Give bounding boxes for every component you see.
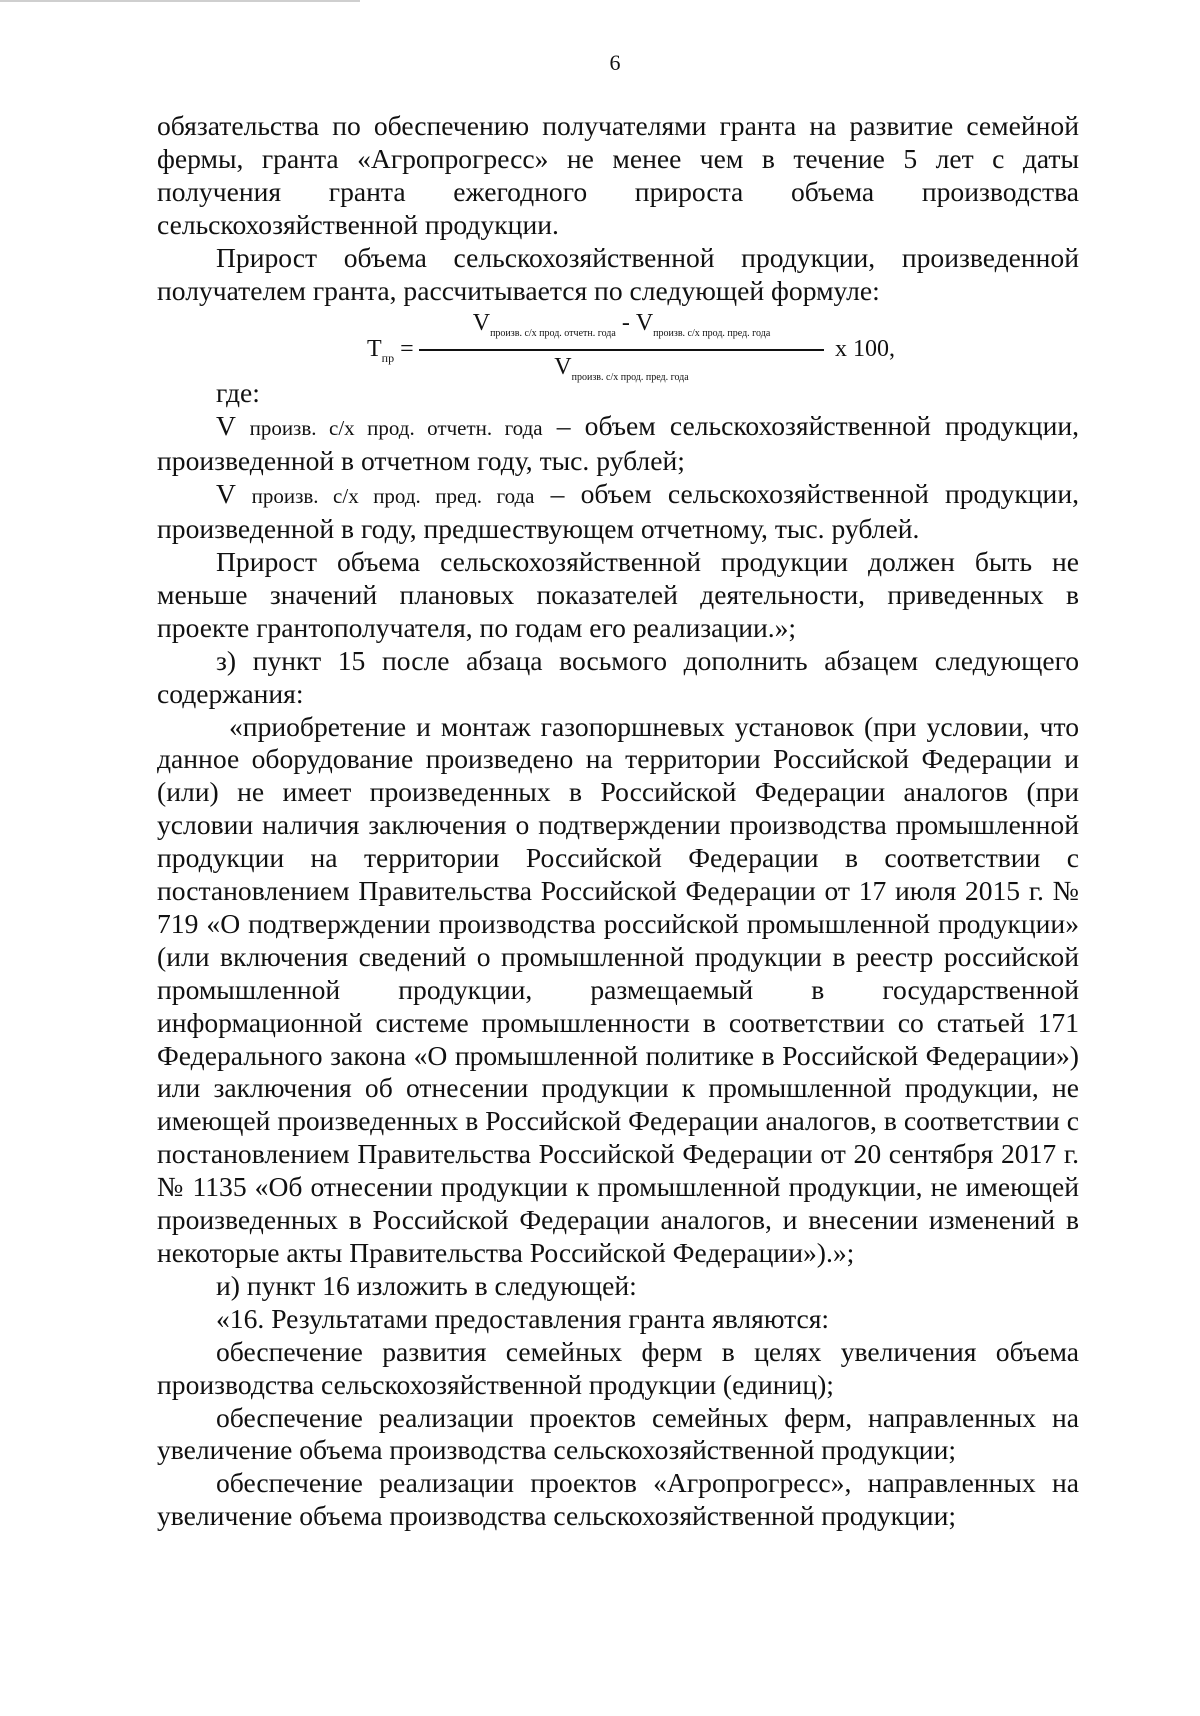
- definition-current-year: V произв. с/х прод. отчетн. года – объем сельскохозяйственной продукции, произведенной в отчетном году, тыс. рублей;: [157, 410, 1079, 477]
- formula-denominator: $V_{произв. с/х прод. пред. года}$: [554, 353, 689, 383]
- paragraph-result-family-farms: обеспечение развития семейных ферм в целях увеличения объема производства сельскохозяйственной продукции (единиц);: [157, 1335, 1079, 1400]
- scan-edge: [0, 0, 360, 2]
- document-body: [157, 110, 1079, 1533]
- paragraph-item-i: и) пункт 16 изложить в следующей:: [216, 1269, 637, 1301]
- formula-fraction: [419, 309, 824, 391]
- formula-numerator: $V_{произв. с/х прод. отчетн. года} - V_{произв. с/х прод. пред. года}$: [472, 310, 771, 340]
- formula-multiplier: х 100,: [835, 336, 895, 363]
- paragraph-where: где:: [216, 377, 260, 409]
- paragraph-result-family-projects: обеспечение реализации проектов семейных ферм, направленных на увеличение объема производства сельскохозяйственной продукции;: [157, 1401, 1079, 1466]
- fraction-bar: [419, 349, 824, 351]
- paragraph-item-16: «16. Результатами предоставления гранта являются:: [216, 1302, 830, 1334]
- page-number: 6: [609, 50, 621, 75]
- growth-formula: [157, 307, 1079, 383]
- formula-lhs: $T_{пр}$ =: [367, 336, 414, 366]
- paragraph-growth-requirement: Прирост объема сельскохозяйственной продукции должен быть не меньше значений плановых показателей деятельности, приведенных в проекте грантополучателя, по годам его реализации.»;: [157, 545, 1079, 643]
- paragraph-obligations: обязательства по обеспечению получателями гранта на развитие семейной фермы, гранта «Агропрогресс» не менее чем в течение 5 лет с даты получения гранта ежегодного прироста объема производства сельскохозяйственной продукции.: [157, 110, 1079, 240]
- paragraph-item-z: з) пункт 15 после абзаца восьмого дополнить абзацем следующего содержания:: [157, 644, 1079, 709]
- definition-previous-year: V произв. с/х прод. пред. года – объем сельскохозяйственной продукции, произведенной в году, предшествующем отчетному, тыс. рублей.: [157, 478, 1079, 545]
- paragraph-result-agroprogress: обеспечение реализации проектов «Агропрогресс», направленных на увеличение объема производства сельскохозяйственной продукции;: [157, 1467, 1079, 1532]
- paragraph-formula-intro: Прирост объема сельскохозяйственной продукции, произведенной получателем гранта, рассчитывается по следующей формуле:: [157, 241, 1079, 306]
- paragraph-gas-piston-units: «приобретение и монтаж газопоршневых установок (при условии, что данное оборудование произведено на территории Российской Федерации и (или) не имеет произведенных в Российской Федерации аналогов (при условии наличия заключения о подтверждении производства промышленной продукции на территории Российской Федерации в соответствии с постановлением Правительства Российской Федерации от 17 июля 2015 г. № 719 «О подтверждении производства российской промышленной продукции» (или включения сведений о промышленной продукции в реестр российской промышленной продукции, размещаемый в государственной информационной системе промышленности в соответствии со статьей 171 Федерального закона «О промышленной политике в Российской Федерации») или заключения об отнесении продукции к промышленной продукции, не имеющей произведенных в Российской Федерации аналогов, в соответствии с постановлением Правительства Российской Федерации от 20 сентября 2017 г. № 1135 «Об отнесении продукции к промышленной продукции, не имеющей произведенных в Российской Федерации аналогов, и внесении изменений в некоторые акты Правительства Российской Федерации»).»;: [157, 710, 1079, 1268]
